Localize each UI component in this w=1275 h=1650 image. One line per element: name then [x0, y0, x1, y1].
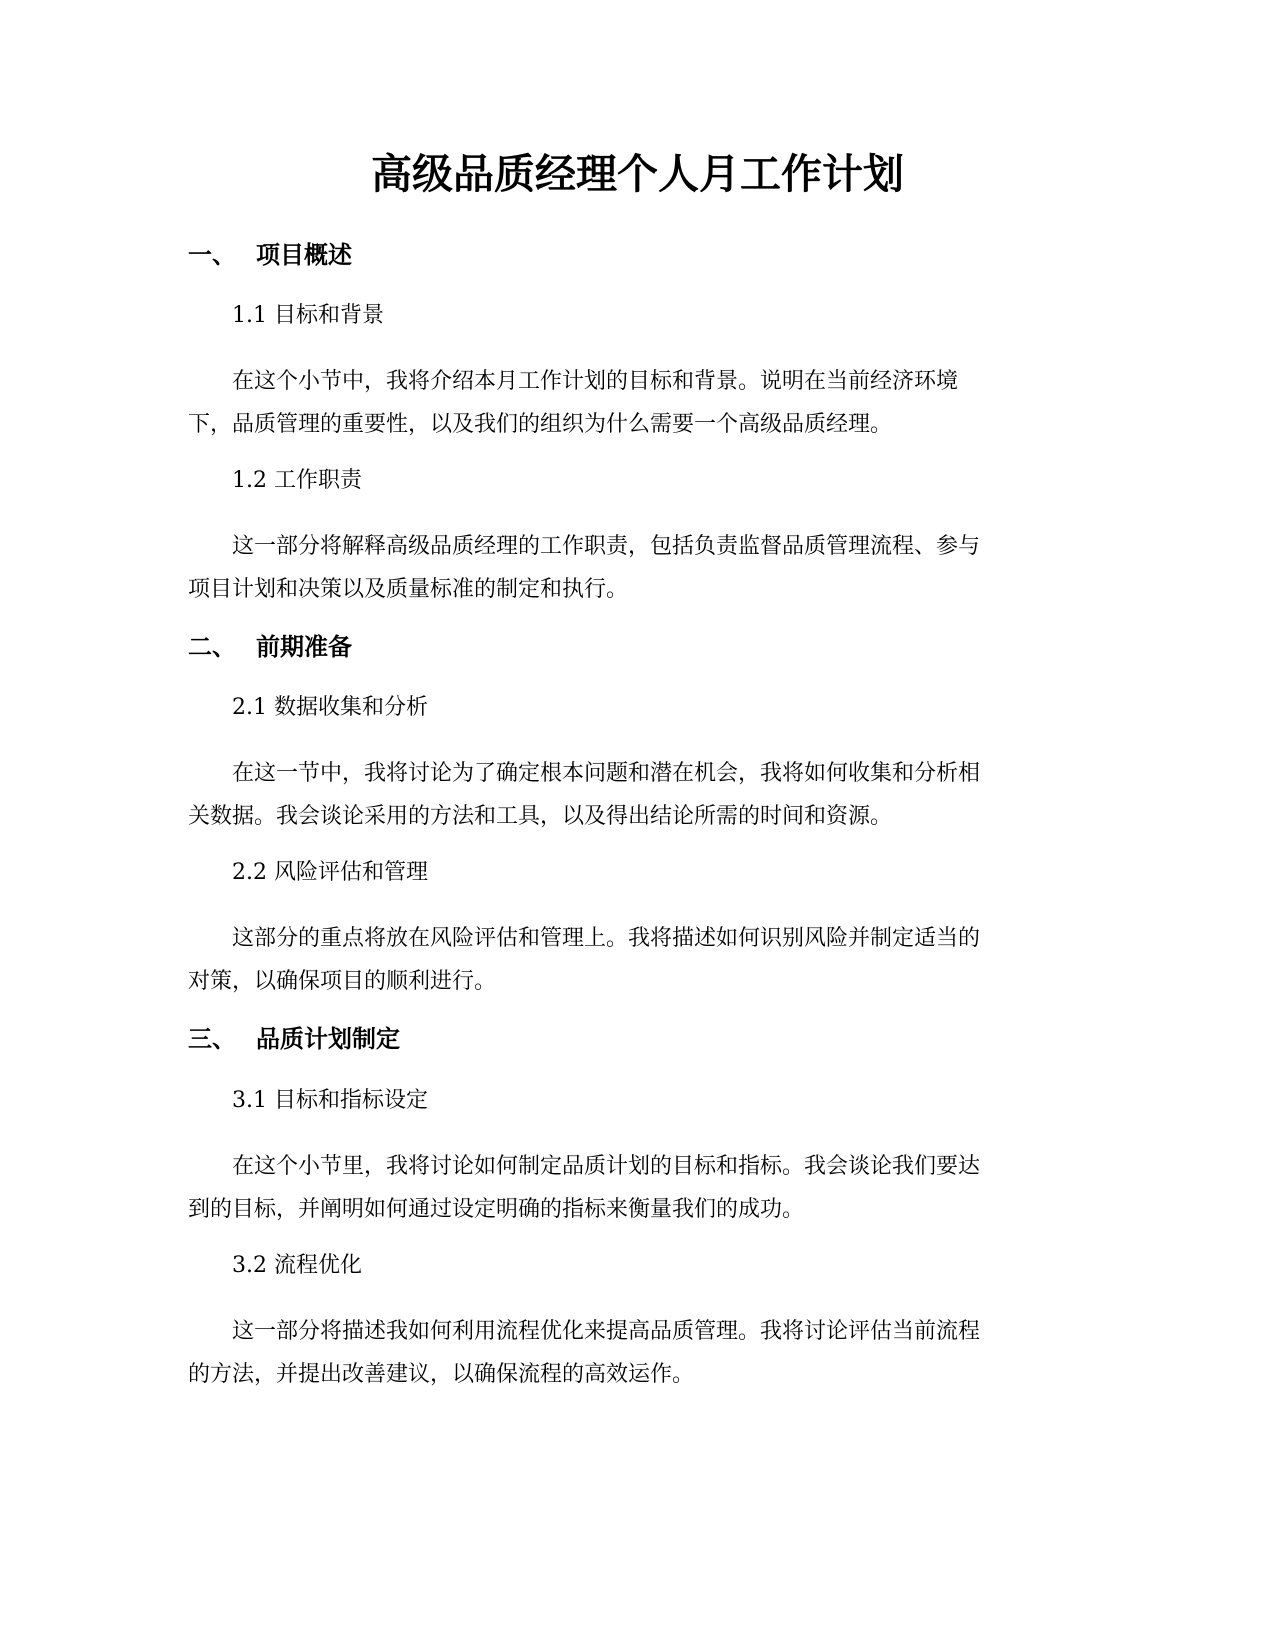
paragraph [188, 360, 1088, 446]
paragraph-line: 对策，以确保项目的顺利进行。 [188, 969, 497, 994]
document-title: 高级品质经理个人月工作计划 [371, 150, 904, 198]
paragraph-line: 关数据。我会谈论采用的方法和工具，以及得出结论所需的时间和资源。 [188, 804, 893, 829]
subsection-heading: 2.1 数据收集和分析 [232, 695, 428, 720]
paragraph-line: 到的目标，并阐明如何通过设定明确的指标来衡量我们的成功。 [188, 1197, 805, 1222]
section-title: 品质计划制定 [256, 1025, 400, 1053]
paragraph-line: 下，品质管理的重要性，以及我们的组织为什么需要一个高级品质经理。 [188, 412, 893, 437]
paragraph [188, 752, 1088, 838]
section-number: 三、 [188, 1025, 236, 1053]
subsection-heading: 3.2 流程优化 [232, 1253, 362, 1278]
paragraph-line: 这一部分将解释高级品质经理的工作职责，包括负责监督品质管理流程、参与 [232, 534, 981, 559]
section-heading [188, 631, 352, 663]
section-number: 二、 [188, 633, 236, 661]
section-heading [188, 239, 352, 271]
paragraph-line: 的方法，并提出改善建议，以确保流程的高效运作。 [188, 1362, 695, 1387]
subsection-heading: 2.2 风险评估和管理 [232, 860, 428, 885]
section-heading [188, 1023, 400, 1055]
subsection-heading: 1.2 工作职责 [232, 468, 362, 493]
section-number: 一、 [188, 241, 236, 269]
paragraph [188, 1145, 1088, 1231]
paragraph-line: 项目计划和决策以及质量标准的制定和执行。 [188, 577, 629, 602]
paragraph [188, 1310, 1088, 1396]
section-title: 项目概述 [256, 241, 352, 269]
subsection-heading: 1.1 目标和背景 [232, 303, 384, 328]
subsection-heading: 3.1 目标和指标设定 [232, 1088, 428, 1113]
paragraph-line: 在这个小节中，我将介绍本月工作计划的目标和背景。说明在当前经济环境 [232, 369, 959, 394]
paragraph [188, 917, 1088, 1003]
paragraph [188, 525, 1088, 611]
paragraph-line: 在这一节中，我将讨论为了确定根本问题和潜在机会，我将如何收集和分析相 [232, 761, 981, 786]
paragraph-line: 这一部分将描述我如何利用流程优化来提高品质管理。我将讨论评估当前流程 [232, 1319, 981, 1344]
section-title: 前期准备 [256, 633, 352, 661]
paragraph-line: 这部分的重点将放在风险评估和管理上。我将描述如何识别风险并制定适当的 [232, 926, 981, 951]
paragraph-line: 在这个小节里，我将讨论如何制定品质计划的目标和指标。我会谈论我们要达 [232, 1154, 981, 1179]
